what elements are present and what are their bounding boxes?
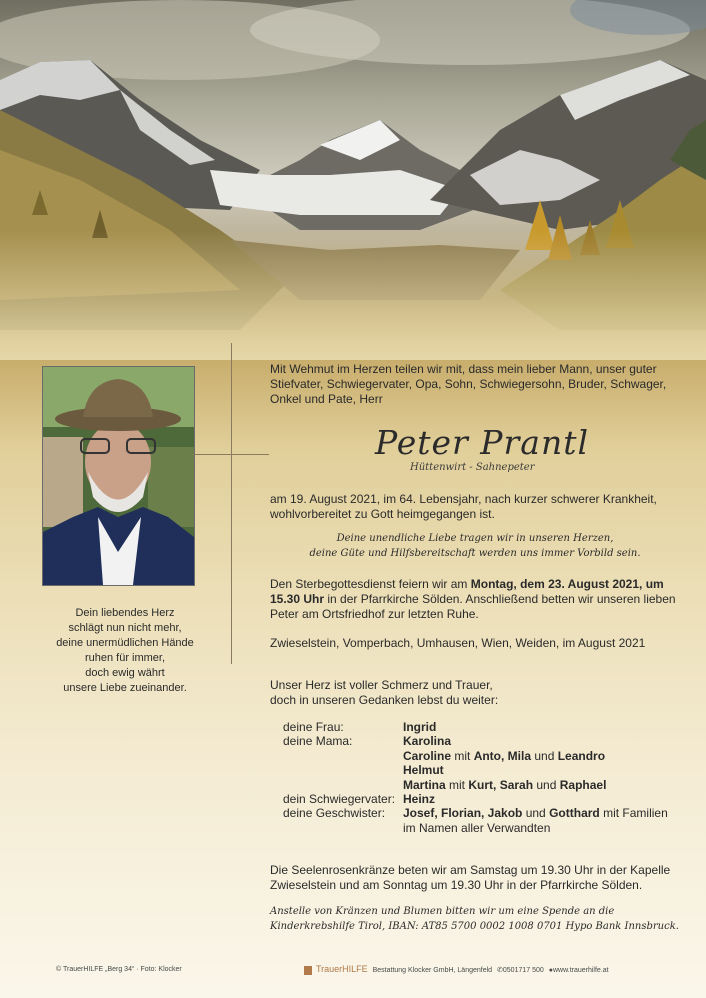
footer-brand: TrauerHILFE — [315, 964, 368, 974]
footer-company: Bestattung Klocker GmbH, Längenfeld — [372, 967, 493, 974]
donation-text: Anstelle von Kränzen und Blumen bitten wir um eine Spende an die Kinderkrebshilfe Tirol, IBAN: AT85 5700 0002 1008 0701 Hypo Bank Innsbruck. — [270, 906, 679, 932]
connector: mit — [445, 778, 469, 792]
relative-line-caroline — [403, 749, 605, 764]
service-text-2: in der Pfarrkirche Sölden. Anschließend betten wir unseren lieben Peter am Ortsfriedhof zur letzten Ruhe. — [270, 592, 676, 621]
relative-name: Caroline — [403, 749, 452, 763]
label-geschwister: deine Geschwister: — [283, 806, 386, 820]
poem-line: Dein liebendes Herz — [75, 607, 175, 619]
relative-name: Josef, Florian, Jakob — [403, 806, 523, 820]
footer-copyright: © TrauerHILFE „Berg 34“ · Foto: Klocker — [56, 966, 182, 973]
cross-vertical-line — [231, 343, 232, 664]
name-schwiegervater — [403, 792, 435, 807]
connector: mit — [451, 749, 474, 763]
cross-horizontal-line — [193, 454, 269, 455]
name-frau — [403, 720, 436, 735]
death-notice: am 19. August 2021, im 64. Lebensjahr, nach kurzer schwerer Krankheit, wohlvorbereitet zu Gott heimgegangen ist. — [270, 492, 657, 521]
quote-line: deine Güte und Hilfsbereitschaft werden uns immer Vorbild sein. — [309, 548, 641, 559]
connector: und — [531, 749, 558, 763]
relative-name: Helmut — [403, 763, 444, 777]
intro-text: Mit Wehmut im Herzen teilen wir mit, dass mein lieber Mann, unser guter Stiefvater, Schwiegervater, Opa, Sohn, Schwiegersohn, Bruder, Schwager, Onkel und Pate, Herr — [270, 362, 667, 406]
service-time: um 15.30 Uhr — [270, 577, 664, 606]
footer-phone: 0501717 500 — [502, 967, 544, 974]
connector: und — [533, 778, 560, 792]
connector: und — [522, 806, 550, 820]
relative-name: Leandro — [557, 749, 606, 763]
relative-line-geschwister — [403, 806, 668, 821]
relative-name: Kurt, Sarah — [468, 778, 534, 792]
quote-line: Deine unendliche Liebe tragen wir in unseren Herzen, — [336, 533, 614, 544]
brand-logo-icon — [304, 966, 312, 975]
phone-icon: ✆ — [497, 967, 503, 974]
relative-name: Heinz — [403, 792, 436, 806]
name-mama — [403, 734, 451, 749]
relatives-closing: im Namen aller Verwandten — [403, 821, 551, 835]
grief-text: Unser Herz ist voller Schmerz und Trauer, doch in unseren Gedanken lebst du weiter: — [270, 678, 499, 707]
rosary-text: Die Seelenrosenkränze beten wir am Samstag um 19.30 Uhr in der Kapelle Zwieselstein und am Sonntag um 19.30 Uhr in der Pfarrkirche Sölden. — [270, 863, 671, 892]
footer-website[interactable]: www.trauerhilfe.at — [552, 967, 609, 974]
web-icon: ● — [548, 967, 553, 974]
quote — [275, 531, 675, 561]
connector: mit Familien — [599, 806, 668, 820]
deceased-subtitle: Hüttenwirt - Sahnepeter — [410, 462, 535, 473]
mountain-landscape-image — [0, 0, 706, 360]
relative-line-helmut — [403, 763, 444, 778]
poem-line: deine unermüdlichen Hände — [56, 637, 194, 649]
service-text-1: Den Sterbegottesdienst feiern wir am — [270, 577, 471, 591]
label-mama: deine Mama: — [283, 734, 353, 748]
deceased-name: Peter Prantl — [375, 423, 590, 462]
label-frau: deine Frau: — [283, 720, 344, 734]
relative-line-martina — [403, 778, 606, 793]
places-date: Zwieselstein, Vomperbach, Umhausen, Wien, Weiden, im August 2021 — [270, 636, 646, 650]
relative-name: Ingrid — [403, 720, 437, 734]
poem-line: doch ewig währt — [85, 667, 165, 679]
poem-line: schlägt nun nicht mehr, — [68, 622, 182, 634]
relative-name: Karolina — [403, 734, 452, 748]
service-text — [270, 577, 680, 622]
portrait-photo — [42, 366, 195, 586]
footer-brand-block — [304, 964, 609, 975]
relative-name: Martina — [403, 778, 446, 792]
relative-name: Gotthard — [549, 806, 600, 820]
poem-line: unsere Liebe zueinander. — [63, 682, 187, 694]
relative-name: Anto, Mila — [473, 749, 532, 763]
relative-name: Raphael — [559, 778, 607, 792]
label-schwiegervater: dein Schwiegervater: — [283, 792, 396, 806]
poem-line: ruhen für immer, — [84, 652, 166, 664]
poem — [40, 606, 210, 696]
service-date: Montag, dem 23. August 2021, — [470, 577, 643, 591]
